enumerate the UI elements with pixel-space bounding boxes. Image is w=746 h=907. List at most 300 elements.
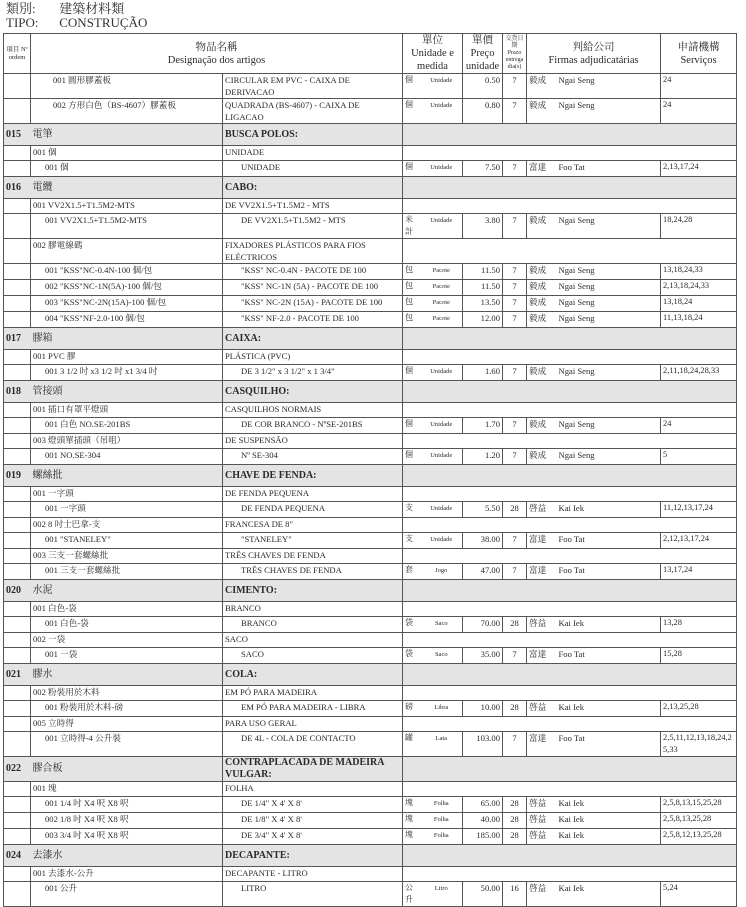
subcategory-name-cn: 001 插口有罩平燈頭 <box>31 403 223 418</box>
item-name-pt: DE VV2X1.5+T1.5M2 - MTS <box>223 214 403 239</box>
firm-cn: 啓益 <box>527 829 557 845</box>
category-row <box>4 664 737 686</box>
ordem-cell <box>4 296 31 312</box>
unit-price: 1.70 <box>463 418 503 434</box>
ordem-cell <box>4 732 31 757</box>
category-name-pt: BUSCA POLOS: <box>223 124 403 146</box>
firm-name: Ngai Seng <box>557 74 661 99</box>
subcategory-name-cn: 002 粉裝用於木料 <box>31 686 223 701</box>
unit-cn: 個 <box>403 161 421 177</box>
firm-cn: 毅成 <box>527 312 557 328</box>
subcategory-name-cn: 002 膠電線碼 <box>31 239 223 264</box>
category-filler <box>403 328 737 350</box>
subcategory-row <box>4 686 737 701</box>
category-name-pt: CAIXA: <box>223 328 403 350</box>
firm-cn: 富達 <box>527 564 557 580</box>
firm-cn: 富達 <box>527 161 557 177</box>
unit-cn: 袋 <box>403 617 421 633</box>
delivery-days: 7 <box>503 648 527 664</box>
unit-pt: Libra <box>421 701 463 717</box>
services: 2,13,25,28 <box>661 701 737 717</box>
ordem-cell <box>4 617 31 633</box>
unit-pt: Saco <box>421 648 463 664</box>
subcategory-row <box>4 199 737 214</box>
col-preco-pt: Preço unidade <box>465 48 500 72</box>
services: 13,28 <box>661 617 737 633</box>
category-row <box>4 465 737 487</box>
item-name-pt: CIRCULAR EM PVC - CAIXA DE DERIVACAO <box>223 74 403 99</box>
col-preco-cn: 單價 <box>472 35 494 46</box>
firm-name: Foo Tat <box>557 161 661 177</box>
subcategory-name-pt: PLÁSTICA (PVC) <box>223 350 403 365</box>
ordem-cell <box>4 350 31 365</box>
delivery-days: 7 <box>503 214 527 239</box>
services: 2,5,11,12,13,18,24,25,33 <box>661 732 737 757</box>
col-firmas-pt: Firmas adjudicatárias <box>548 54 639 66</box>
col-designacao-cn: 物品名稱 <box>195 41 238 53</box>
subcategory-filler <box>403 434 737 449</box>
ordem-cell <box>4 633 31 648</box>
delivery-days: 7 <box>503 365 527 381</box>
firm-name: Kai Iek <box>557 813 661 829</box>
delivery-days: 7 <box>503 74 527 99</box>
delivery-days: 16 <box>503 882 527 907</box>
unit-price: 185.00 <box>463 829 503 845</box>
unit-cn: 罐 <box>403 732 421 757</box>
unit-cn: 米計 <box>403 214 421 239</box>
category-filler <box>403 124 737 146</box>
item-row <box>4 365 737 381</box>
firm-cn: 毅成 <box>527 418 557 434</box>
unit-price: 65.00 <box>463 797 503 813</box>
delivery-days: 7 <box>503 296 527 312</box>
item-name-cn: 001 VV2X1.5+T1.5M2-MTS <box>31 214 223 239</box>
subcategory-filler <box>403 686 737 701</box>
subcategory-name-cn: 001 去漆水-公升 <box>31 867 223 882</box>
ordem-cell <box>4 74 31 99</box>
ordem-cell <box>4 797 31 813</box>
unit-price: 0.80 <box>463 99 503 124</box>
item-name-pt: UNIDADE <box>223 161 403 177</box>
subcategory-row <box>4 434 737 449</box>
ordem-cell <box>4 418 31 434</box>
category-filler <box>403 177 737 199</box>
subcategory-row <box>4 239 737 264</box>
category-name-cn: 膠水 <box>31 664 223 686</box>
subcategory-name-cn: 002 一袋 <box>31 633 223 648</box>
unit-price: 7.50 <box>463 161 503 177</box>
services: 2,13,17,24 <box>661 161 737 177</box>
services: 2,5,8,13,25,28 <box>661 813 737 829</box>
subcategory-filler <box>403 602 737 617</box>
firm-name: Ngai Seng <box>557 214 661 239</box>
item-row <box>4 99 737 124</box>
delivery-days: 7 <box>503 564 527 580</box>
unit-price: 50.00 <box>463 882 503 907</box>
subcategory-name-pt: DE VV2X1.5+T1.5M2 - MTS <box>223 199 403 214</box>
item-name-cn: 004 "KSS"NF-2.0-100 個/包 <box>31 312 223 328</box>
services: 18,24,28 <box>661 214 737 239</box>
col-designacao-pt: Designação dos artigos <box>167 54 266 66</box>
category-name-cn: 去漆水 <box>31 845 223 867</box>
category-name-pt: CONTRAPLACADA DE MADEIRA VULGAR: <box>223 757 403 782</box>
subcategory-name-cn: 001 白色-袋 <box>31 602 223 617</box>
unit-price: 70.00 <box>463 617 503 633</box>
firm-cn: 啓益 <box>527 617 557 633</box>
ordem-cell <box>4 434 31 449</box>
ordem-cell <box>4 686 31 701</box>
category-code: 019 <box>4 465 31 487</box>
unit-price: 11.50 <box>463 280 503 296</box>
item-row <box>4 648 737 664</box>
unit-price: 1.20 <box>463 449 503 465</box>
col-servicos-cn: 申請機構 <box>677 41 720 53</box>
firm-name: Foo Tat <box>557 533 661 549</box>
subcategory-filler <box>403 518 737 533</box>
ordem-cell <box>4 549 31 564</box>
category-code: 016 <box>4 177 31 199</box>
category-code: 020 <box>4 580 31 602</box>
unit-cn: 支 <box>403 502 421 518</box>
unit-pt: Unidade <box>421 74 463 99</box>
unit-price: 5.50 <box>463 502 503 518</box>
firm-name: Ngai Seng <box>557 312 661 328</box>
item-name-cn: 001 NO.SE-304 <box>31 449 223 465</box>
firm-name: Kai Iek <box>557 502 661 518</box>
ordem-cell <box>4 403 31 418</box>
subcategory-filler <box>403 403 737 418</box>
services: 2,11,18,24,28,33 <box>661 365 737 381</box>
firm-cn: 啓益 <box>527 813 557 829</box>
col-servicos-pt: Serviços <box>680 54 717 66</box>
category-value: 建築材料類 <box>59 1 125 16</box>
category-code: 017 <box>4 328 31 350</box>
item-row <box>4 296 737 312</box>
unit-pt: Folha <box>421 797 463 813</box>
item-row <box>4 74 737 99</box>
category-row <box>4 757 737 782</box>
item-name-pt: "KSS" NC-2N (15A) - PACOTE DE 100 <box>223 296 403 312</box>
firm-cn: 富達 <box>527 533 557 549</box>
firm-cn: 啓益 <box>527 502 557 518</box>
unit-price: 12.00 <box>463 312 503 328</box>
category-code: 022 <box>4 757 31 782</box>
services: 24 <box>661 418 737 434</box>
unit-cn: 包 <box>403 264 421 280</box>
subcategory-name-pt: EM PÓ PARA MADEIRA <box>223 686 403 701</box>
item-name-cn: 001 公升 <box>31 882 223 907</box>
services: 11,13,18,24 <box>661 312 737 328</box>
delivery-days: 28 <box>503 617 527 633</box>
item-name-pt: DE 1/4" X 4' X 8' <box>223 797 403 813</box>
col-firmas <box>527 34 661 74</box>
subcategory-name-pt: BRANCO <box>223 602 403 617</box>
item-name-pt: DE 4L - COLA DE CONTACTO <box>223 732 403 757</box>
ordem-cell <box>4 717 31 732</box>
item-name-cn: 001 三支一套螺絲批 <box>31 564 223 580</box>
unit-price: 35.00 <box>463 648 503 664</box>
category-label: 類別: <box>6 1 36 16</box>
ordem-cell <box>4 161 31 177</box>
item-name-cn: 001 "STANELEY" <box>31 533 223 549</box>
item-name-cn: 001 3 1/2 吋 x3 1/2 吋 x1 3/4 吋 <box>31 365 223 381</box>
firm-cn: 毅成 <box>527 264 557 280</box>
item-row <box>4 418 737 434</box>
item-name-pt: DE FENDA PEQUENA <box>223 502 403 518</box>
services: 5 <box>661 449 737 465</box>
firm-name: Ngai Seng <box>557 264 661 280</box>
unit-pt: Pacote <box>421 296 463 312</box>
firm-name: Ngai Seng <box>557 418 661 434</box>
ordem-cell <box>4 365 31 381</box>
col-ordem: 項目 Nº ordem <box>4 34 31 74</box>
subcategory-row <box>4 633 737 648</box>
subcategory-name-pt: FRANCESA DE 8" <box>223 518 403 533</box>
col-unidade-pt: Unidade e medida <box>411 48 454 72</box>
unit-cn: 個 <box>403 99 421 124</box>
subcategory-row <box>4 717 737 732</box>
ordem-cell <box>4 312 31 328</box>
unit-cn: 包 <box>403 280 421 296</box>
firm-cn: 啓益 <box>527 701 557 717</box>
delivery-days: 28 <box>503 502 527 518</box>
firm-cn: 毅成 <box>527 365 557 381</box>
category-row <box>4 845 737 867</box>
delivery-days: 7 <box>503 732 527 757</box>
category-name-pt: CASQUILHO: <box>223 381 403 403</box>
services: 24 <box>661 99 737 124</box>
subcategory-name-cn: 001 一字頭 <box>31 487 223 502</box>
unit-pt: Folha <box>421 829 463 845</box>
unit-cn: 個 <box>403 418 421 434</box>
item-row <box>4 280 737 296</box>
firm-cn: 啓益 <box>527 797 557 813</box>
col-unidade <box>403 34 463 74</box>
type-label: TIPO: <box>6 15 39 30</box>
subcategory-filler <box>403 239 737 264</box>
subcategory-name-pt: SACO <box>223 633 403 648</box>
unit-cn: 塊 <box>403 797 421 813</box>
services: 13,17,24 <box>661 564 737 580</box>
firm-name: Foo Tat <box>557 564 661 580</box>
unit-price: 47.00 <box>463 564 503 580</box>
category-name-pt: CABO: <box>223 177 403 199</box>
subcategory-name-cn: 001 塊 <box>31 782 223 797</box>
subcategory-filler <box>403 867 737 882</box>
ordem-cell <box>4 782 31 797</box>
ordem-cell <box>4 829 31 845</box>
subcategory-name-cn: 001 個 <box>31 146 223 161</box>
subcategory-name-pt: UNIDADE <box>223 146 403 161</box>
col-firmas-cn: 判給公司 <box>572 41 615 53</box>
item-row <box>4 533 737 549</box>
firm-name: Foo Tat <box>557 732 661 757</box>
subcategory-filler <box>403 199 737 214</box>
col-prazo: 交貨日期 Prazo entrega dia(s) <box>503 34 527 74</box>
item-row <box>4 502 737 518</box>
unit-price: 103.00 <box>463 732 503 757</box>
category-row <box>4 124 737 146</box>
item-name-pt: TRÊS CHAVES DE FENDA <box>223 564 403 580</box>
item-name-cn: 003 "KSS"NC-2N(15A)-100 個/包 <box>31 296 223 312</box>
unit-pt: Unidade <box>421 214 463 239</box>
unit-price: 38.00 <box>463 533 503 549</box>
category-name-cn: 膠箱 <box>31 328 223 350</box>
unit-price: 0.50 <box>463 74 503 99</box>
subcategory-filler <box>403 717 737 732</box>
item-name-pt: DE 3 1/2" x 3 1/2" x 1 3/4" <box>223 365 403 381</box>
subcategory-name-pt: DE FENDA PEQUENA <box>223 487 403 502</box>
unit-cn: 袋 <box>403 648 421 664</box>
unit-pt: Jogo <box>421 564 463 580</box>
firm-cn: 毅成 <box>527 74 557 99</box>
subcategory-filler <box>403 633 737 648</box>
unit-pt: Saco <box>421 617 463 633</box>
item-name-pt: Nº SE-304 <box>223 449 403 465</box>
ordem-cell <box>4 813 31 829</box>
category-code: 024 <box>4 845 31 867</box>
firm-name: Ngai Seng <box>557 296 661 312</box>
services: 2,5,8,13,15,25,28 <box>661 797 737 813</box>
item-row <box>4 732 737 757</box>
subcategory-filler <box>403 487 737 502</box>
ordem-cell <box>4 239 31 264</box>
item-name-cn: 002 方形白色（BS-4607）膠蓋板 <box>31 99 223 124</box>
item-name-pt: LITRO <box>223 882 403 907</box>
ordem-cell <box>4 502 31 518</box>
services: 2,5,8,12,13,25,28 <box>661 829 737 845</box>
unit-price: 40.00 <box>463 813 503 829</box>
unit-pt: Pacote <box>421 312 463 328</box>
subcategory-name-cn: 003 燈頭單插頭（吊咀） <box>31 434 223 449</box>
subcategory-row <box>4 602 737 617</box>
unit-cn: 包 <box>403 312 421 328</box>
ordem-cell <box>4 487 31 502</box>
item-row <box>4 813 737 829</box>
type-line <box>6 15 147 30</box>
firm-cn: 毅成 <box>527 449 557 465</box>
ordem-cell <box>4 867 31 882</box>
item-name-cn: 002 1/8 吋 X4 呎 X8 呎 <box>31 813 223 829</box>
unit-pt: Unidade <box>421 533 463 549</box>
item-name-cn: 001 一字頭 <box>31 502 223 518</box>
category-line <box>6 1 124 16</box>
firm-cn: 毅成 <box>527 280 557 296</box>
unit-pt: Unidade <box>421 161 463 177</box>
unit-pt: Pacote <box>421 264 463 280</box>
unit-price: 1.60 <box>463 365 503 381</box>
subcategory-name-pt: FIXADORES PLÁSTICOS PARA FIOS ELÉCTRICOS <box>223 239 403 264</box>
delivery-days: 7 <box>503 280 527 296</box>
ordem-cell <box>4 280 31 296</box>
subcategory-filler <box>403 350 737 365</box>
category-name-cn: 螺絲批 <box>31 465 223 487</box>
subcategory-row <box>4 146 737 161</box>
item-row <box>4 264 737 280</box>
item-row <box>4 829 737 845</box>
type-value: CONSTRUÇÃO <box>59 15 148 30</box>
ordem-cell <box>4 449 31 465</box>
item-name-pt: DE 3/4" X 4' X 8' <box>223 829 403 845</box>
services: 15,28 <box>661 648 737 664</box>
ordem-cell <box>4 214 31 239</box>
ordem-cell <box>4 533 31 549</box>
item-name-pt: "KSS" NC-1N (5A) - PACOTE DE 100 <box>223 280 403 296</box>
category-filler <box>403 845 737 867</box>
ordem-cell <box>4 146 31 161</box>
subcategory-name-pt: DECAPANTE - LITRO <box>223 867 403 882</box>
subcategory-name-pt: FOLHA <box>223 782 403 797</box>
unit-pt: Unidade <box>421 365 463 381</box>
category-name-pt: COLA: <box>223 664 403 686</box>
unit-cn: 塊 <box>403 813 421 829</box>
ordem-cell <box>4 264 31 280</box>
ordem-cell <box>4 701 31 717</box>
firm-name: Kai Iek <box>557 797 661 813</box>
unit-pt: Unidade <box>421 418 463 434</box>
services: 2,13,18,24,33 <box>661 280 737 296</box>
item-row <box>4 797 737 813</box>
subcategory-name-cn: 001 PVC 膠 <box>31 350 223 365</box>
category-row <box>4 381 737 403</box>
delivery-days: 7 <box>503 99 527 124</box>
unit-cn: 個 <box>403 365 421 381</box>
ordem-cell <box>4 564 31 580</box>
item-name-cn: 001 白色-袋 <box>31 617 223 633</box>
unit-pt: Unidade <box>421 502 463 518</box>
item-name-pt: DE COR BRANCO - NºSE-201BS <box>223 418 403 434</box>
subcategory-filler <box>403 549 737 564</box>
firm-cn: 啓益 <box>527 882 557 907</box>
item-name-cn: 001 "KSS"NC-0.4N-100 個/包 <box>31 264 223 280</box>
item-row <box>4 882 737 907</box>
unit-pt: Folha <box>421 813 463 829</box>
services: 2,12,13,17,24 <box>661 533 737 549</box>
item-name-pt: EM PÓ PARA MADEIRA - LIBRA <box>223 701 403 717</box>
unit-pt: Unidade <box>421 99 463 124</box>
firm-cn: 毅成 <box>527 214 557 239</box>
firm-cn: 富達 <box>527 648 557 664</box>
category-filler <box>403 580 737 602</box>
subcategory-name-pt: PARA USO GERAL <box>223 717 403 732</box>
item-row <box>4 564 737 580</box>
subcategory-row <box>4 403 737 418</box>
item-row <box>4 449 737 465</box>
item-row <box>4 617 737 633</box>
delivery-days: 28 <box>503 813 527 829</box>
category-filler <box>403 381 737 403</box>
unit-price: 13.50 <box>463 296 503 312</box>
category-row <box>4 580 737 602</box>
subcategory-name-cn: 003 三支一套螺絲批 <box>31 549 223 564</box>
item-name-cn: 001 圓形膠蓋板 <box>31 74 223 99</box>
firm-name: Kai Iek <box>557 829 661 845</box>
item-row <box>4 214 737 239</box>
firm-name: Ngai Seng <box>557 365 661 381</box>
item-name-pt: BRANCO <box>223 617 403 633</box>
table-body <box>4 74 737 907</box>
item-name-cn: 001 白色 NO.SE-201BS <box>31 418 223 434</box>
unit-cn: 磅 <box>403 701 421 717</box>
col-designacao <box>31 34 403 74</box>
unit-cn: 公升 <box>403 882 421 907</box>
subcategory-row <box>4 518 737 533</box>
firm-name: Ngai Seng <box>557 99 661 124</box>
unit-pt: Pacote <box>421 280 463 296</box>
delivery-days: 28 <box>503 797 527 813</box>
ordem-cell <box>4 882 31 907</box>
firm-name: Ngai Seng <box>557 280 661 296</box>
